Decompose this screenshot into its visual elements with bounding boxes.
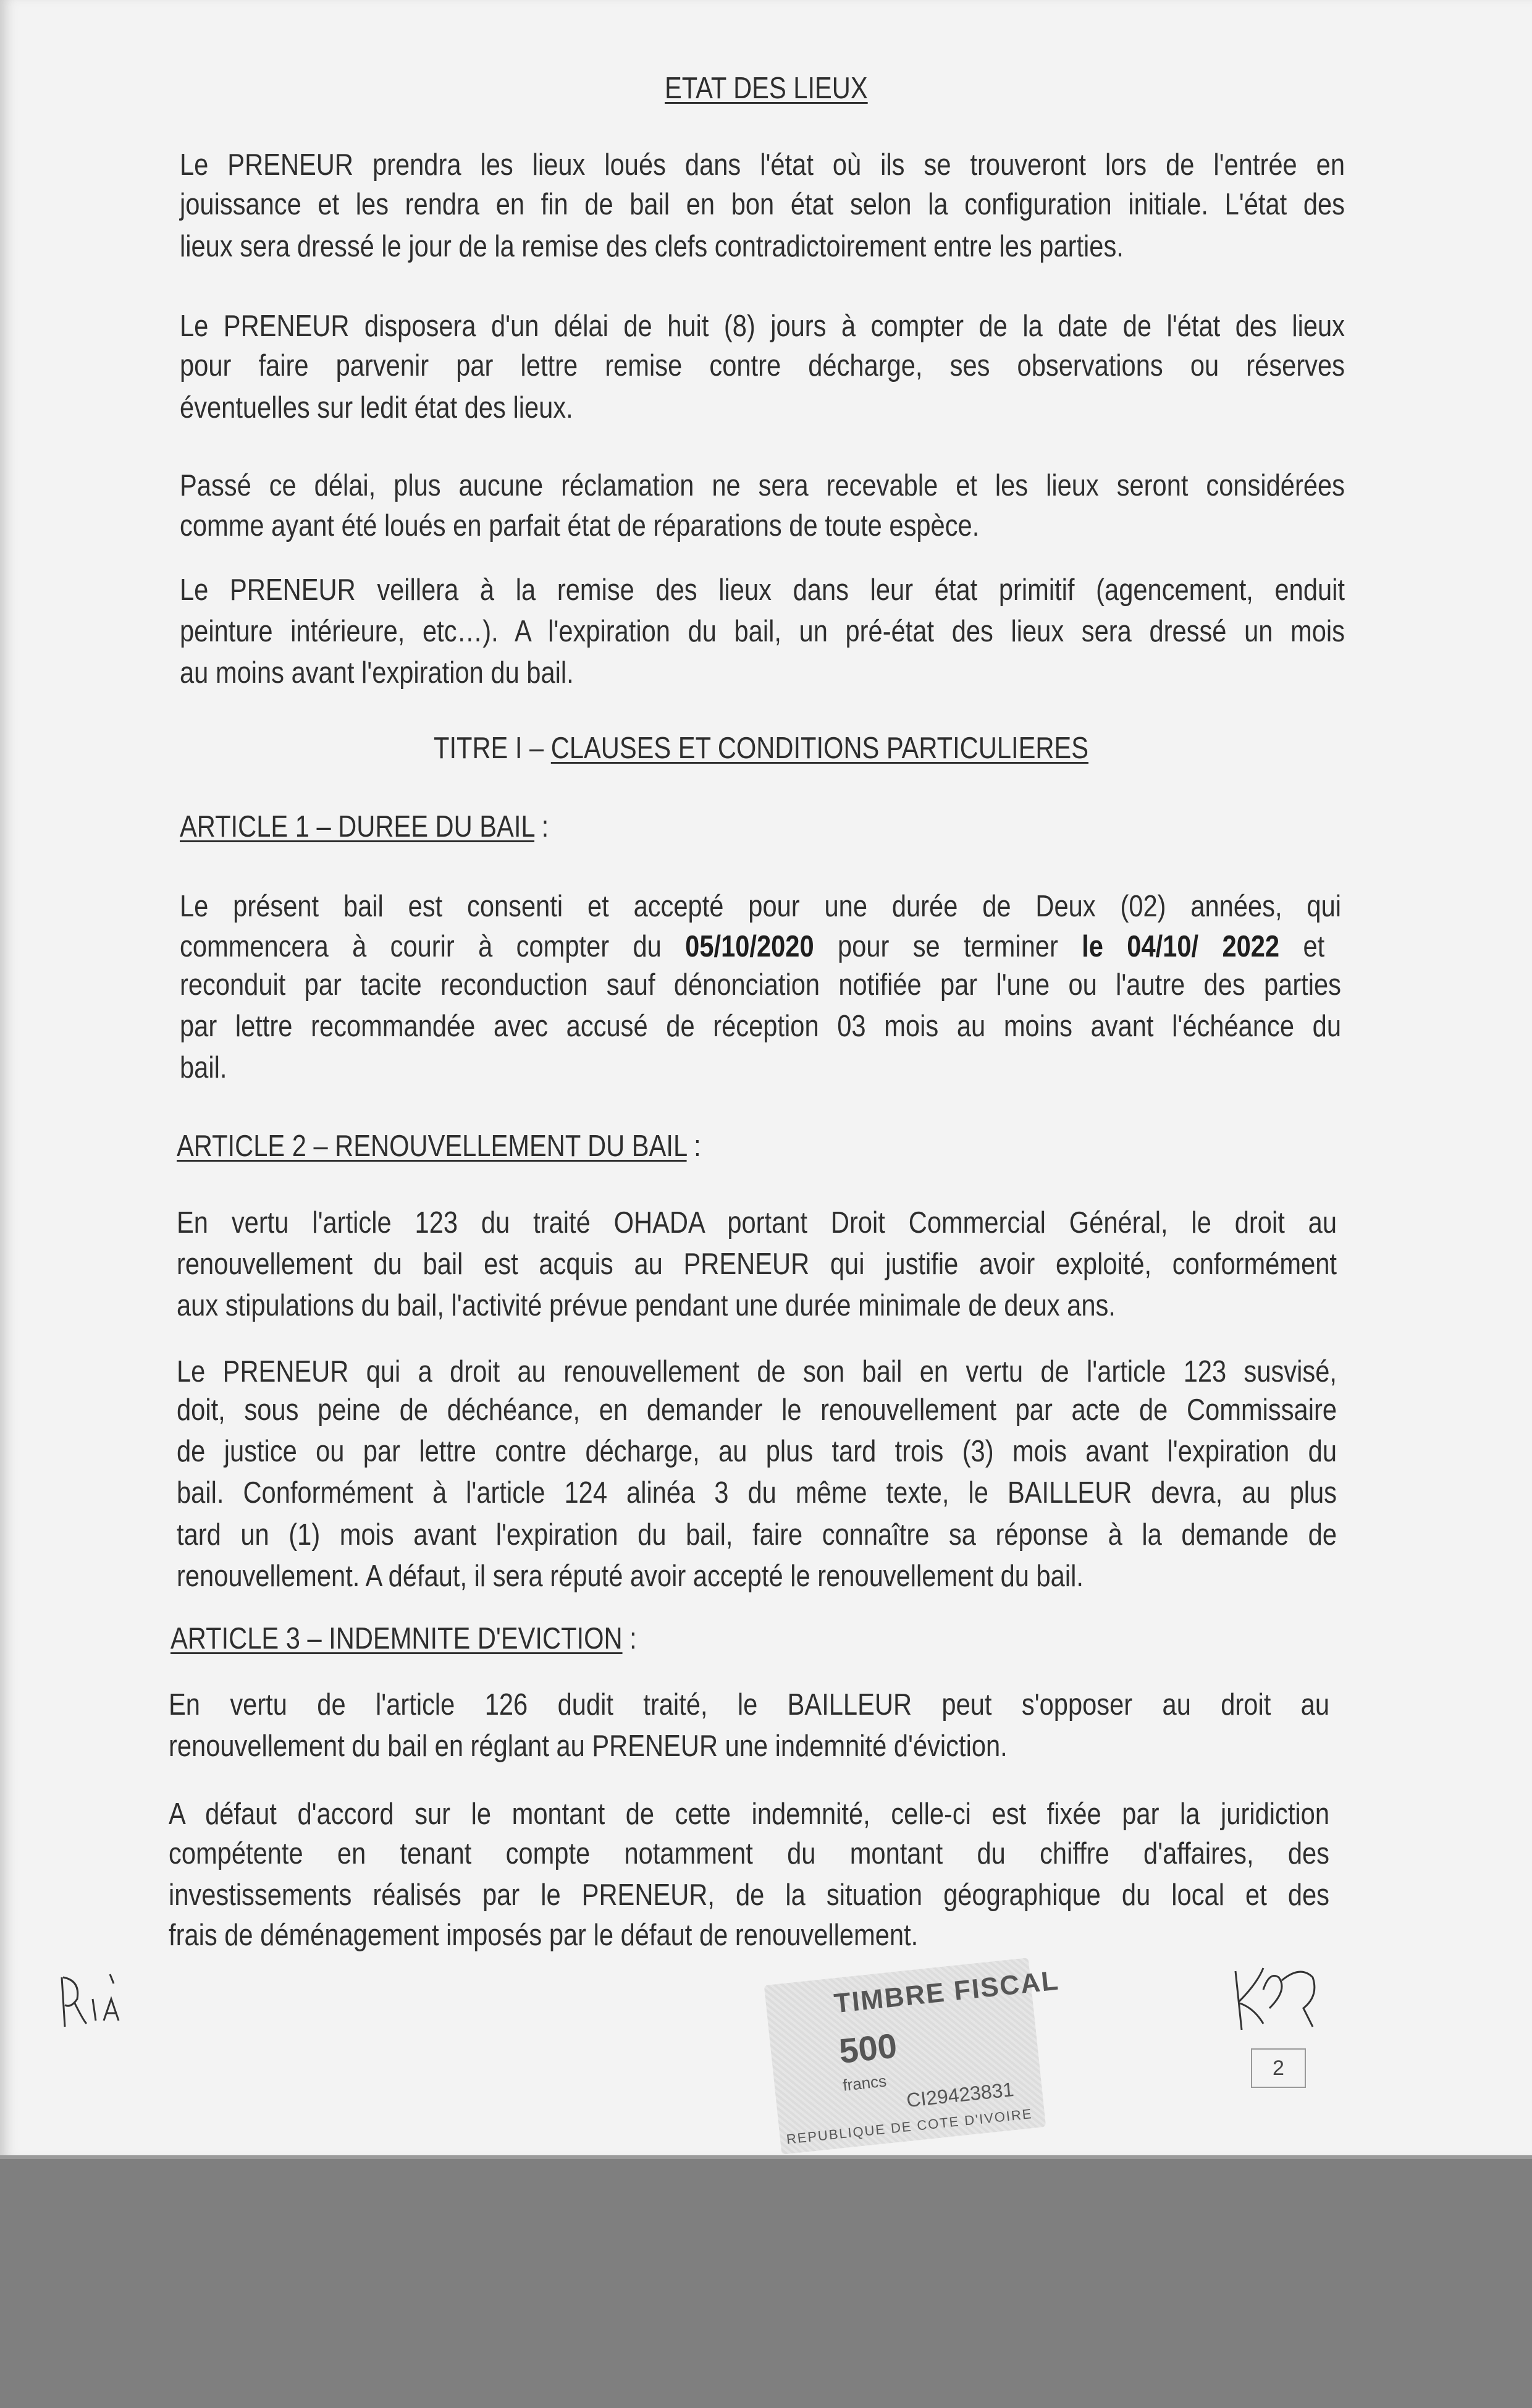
text-line: Passé ce délai, plus aucune réclamation ne sera recevable et les lieux seront considérées bbox=[180, 469, 1345, 502]
text-line: par lettre recommandée avec accusé de réception 03 mois au moins avant l'échéance du bbox=[180, 1010, 1342, 1043]
article-heading bbox=[180, 809, 549, 845]
date-text: le 04/10/ 2022 bbox=[1082, 930, 1280, 963]
text-line: éventuelles sur ledit état des lieux. bbox=[180, 391, 573, 425]
text-line: comme ayant été loués en parfait état de réparations de toute espèce. bbox=[180, 509, 980, 543]
text-segment: commencera à courir à compter du bbox=[180, 930, 686, 963]
text-line: compétente en tenant compte notamment du montant du chiffre d'affaires, des bbox=[169, 1837, 1329, 1870]
date-text: 05/10/2020 bbox=[685, 930, 814, 963]
text-line: En vertu l'article 123 du traité OHADA portant Droit Commercial Général, le droit au bbox=[177, 1206, 1337, 1240]
article-heading-text: ARTICLE 2 – RENOUVELLEMENT DU BAIL bbox=[177, 1130, 687, 1163]
text-line: tard un (1) mois avant l'expiration du bail, faire connaître sa réponse à la demande de bbox=[177, 1518, 1337, 1552]
text-line: Le PRENEUR veillera à la remise des lieux dans leur état primitif (agencement, enduit bbox=[180, 573, 1345, 607]
article-heading-text: ARTICLE 3 – INDEMNITE D'EVICTION bbox=[170, 1622, 623, 1655]
text-line: Le PRENEUR qui a droit au renouvellement de son bail en vertu de l'article 123 susvisé, bbox=[177, 1355, 1337, 1388]
text-line: En vertu de l'article 126 dudit traité, le BAILLEUR peut s'opposer au droit au bbox=[169, 1688, 1330, 1722]
text-line: aux stipulations du bail, l'activité prévue pendant une durée minimale de deux ans. bbox=[177, 1289, 1116, 1322]
fiscal-stamp bbox=[764, 1958, 1061, 2154]
page-edge bbox=[0, 2155, 1532, 2159]
stamp-unit: francs bbox=[841, 2071, 888, 2095]
text-line: renouvellement. A défaut, il sera réputé avoir accepté le renouvellement du bail. bbox=[177, 1560, 1084, 1593]
title-text: ETAT DES LIEUX bbox=[664, 72, 868, 105]
text-line: jouissance et les rendra en fin de bail en bon état selon la configuration initiale. L'état des bbox=[180, 188, 1345, 221]
text-line: pour faire parvenir par lettre remise contre décharge, ses observations ou réserves bbox=[180, 349, 1345, 382]
text-line: A défaut d'accord sur le montant de cette indemnité, celle-ci est fixée par la juridiction bbox=[169, 1798, 1330, 1831]
text-line: reconduit par tacite reconduction sauf dénonciation notifiée par l'une ou l'autre des parties bbox=[180, 968, 1342, 1002]
text-line: lieux sera dressé le jour de la remise des clefs contradictoirement entre les parties. bbox=[180, 230, 1124, 263]
section-title bbox=[434, 730, 1088, 766]
text-line: Le PRENEUR disposera d'un délai de huit (8) jours à compter de la date de l'état des lieux bbox=[180, 310, 1345, 343]
stamp-country: REPUBLIQUE DE COTE D'IVOIRE bbox=[785, 2106, 1033, 2147]
stamp-title: TIMBRE FISCAL bbox=[832, 1965, 1061, 2019]
text-line: bail. bbox=[180, 1051, 227, 1084]
article-heading bbox=[170, 1621, 637, 1657]
text-line: Le PRENEUR prendra les lieux loués dans l'état où ils se trouveront lors de l'entrée en bbox=[180, 148, 1345, 182]
heading-colon: : bbox=[686, 1130, 701, 1163]
text-line: au moins avant l'expiration du bail. bbox=[180, 656, 574, 690]
text-line: peinture intérieure, etc…). A l'expiration du bail, un pré-état des lieux sera dressé un mois bbox=[180, 615, 1345, 648]
text-line: Le présent bail est consenti et accepté pour une durée de Deux (02) années, qui bbox=[180, 890, 1342, 923]
text-line: renouvellement du bail en réglant au PRENEUR une indemnité d'éviction. bbox=[169, 1730, 1008, 1763]
stamp-serial: CI29423831 bbox=[905, 2078, 1015, 2112]
text-line: frais de déménagement imposés par le défaut de renouvellement. bbox=[169, 1919, 919, 1952]
heading-colon: : bbox=[622, 1622, 637, 1655]
titre-prefix: TITRE I – bbox=[433, 732, 551, 765]
text-segment: et bbox=[1279, 930, 1325, 963]
text-line bbox=[180, 929, 1324, 965]
page-title bbox=[665, 70, 868, 106]
heading-colon: : bbox=[534, 810, 549, 843]
text-line: bail. Conformément à l'article 124 alinéa 3 du même texte, le BAILLEUR devra, au plus bbox=[177, 1476, 1337, 1510]
text-line: investissements réalisés par le PRENEUR, de la situation géographique du local et des bbox=[169, 1878, 1330, 1912]
article-heading bbox=[177, 1128, 701, 1164]
titre-underlined: CLAUSES ET CONDITIONS PARTICULIERES bbox=[550, 732, 1088, 765]
article-heading-text: ARTICLE 1 – DUREE DU BAIL bbox=[180, 810, 535, 843]
text-segment: pour se terminer bbox=[814, 930, 1082, 963]
stamp-amount: 500 bbox=[837, 2026, 899, 2071]
initials bbox=[49, 1965, 124, 2033]
signature bbox=[1226, 1965, 1325, 2033]
page-number: 2 bbox=[1251, 2048, 1306, 2088]
text-line: renouvellement du bail est acquis au PRENEUR qui justifie avoir exploité, conformément bbox=[177, 1248, 1337, 1281]
text-line: de justice ou par lettre contre décharge, au plus tard trois (3) mois avant l'expiration du bbox=[177, 1435, 1337, 1468]
text-line: doit, sous peine de déchéance, en demander le renouvellement par acte de Commissaire bbox=[177, 1393, 1337, 1427]
